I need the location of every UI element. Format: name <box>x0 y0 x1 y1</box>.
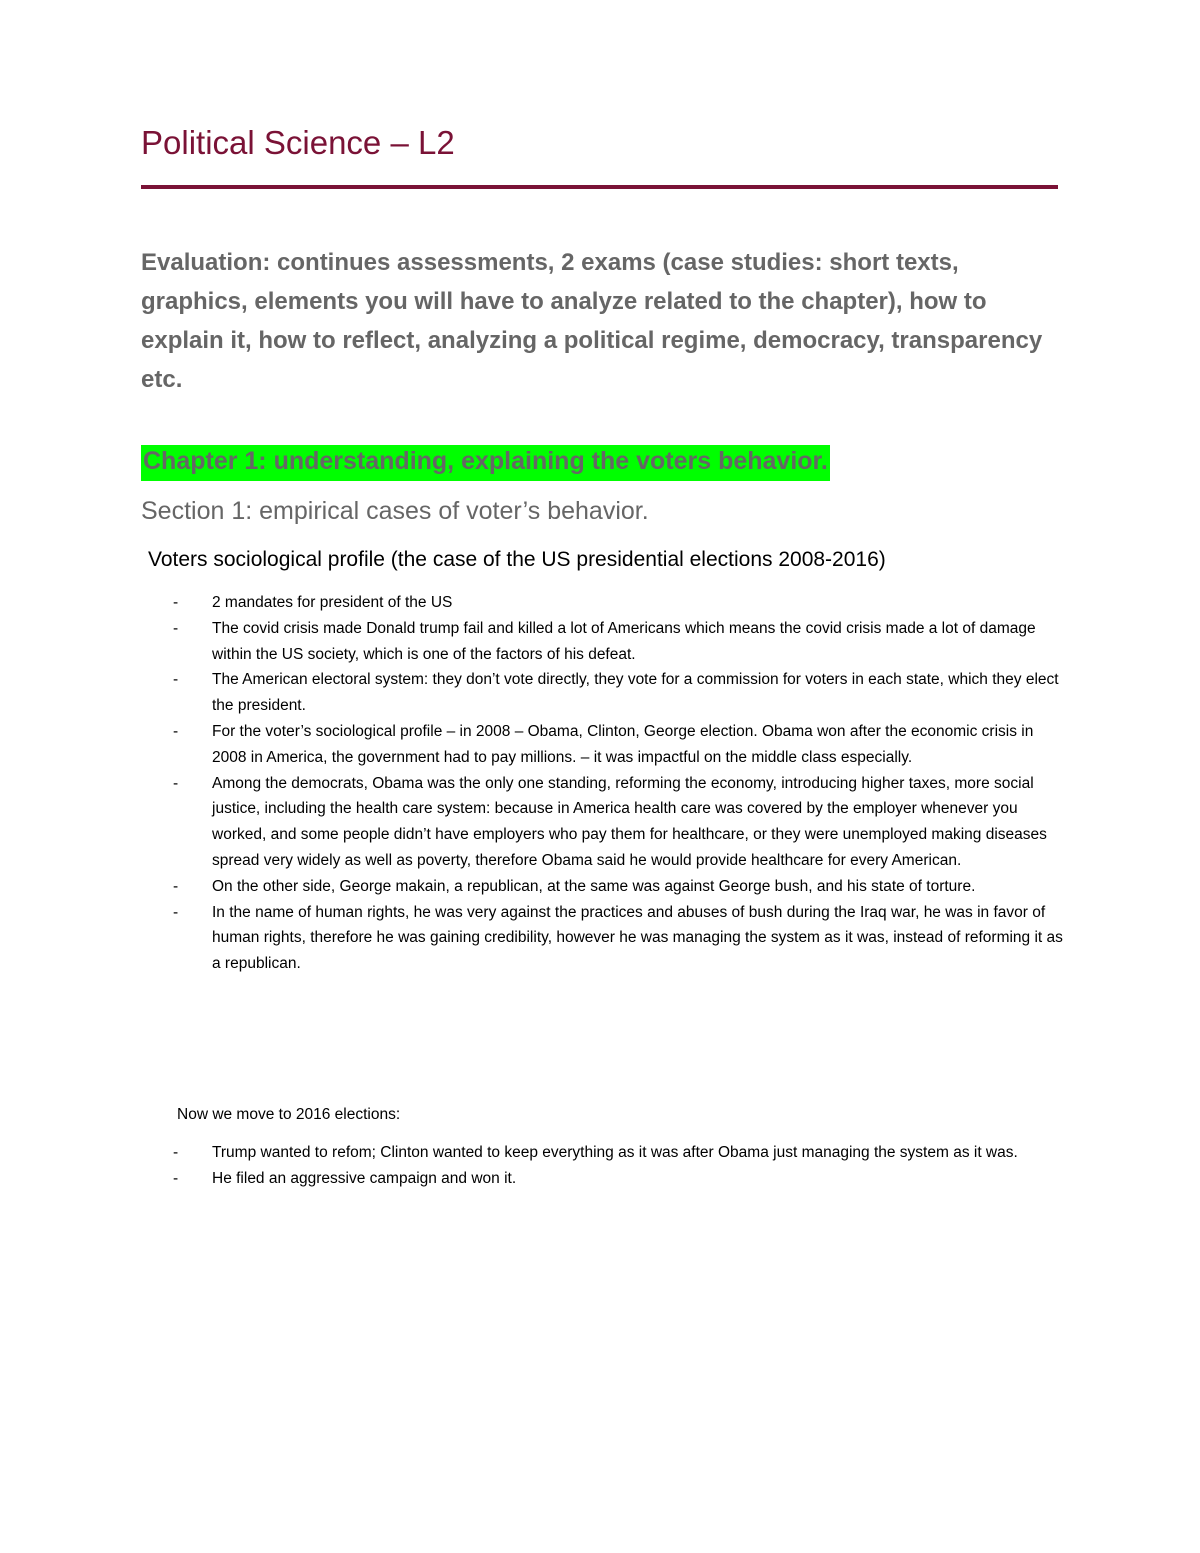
list-item <box>170 667 1070 719</box>
bullet-dash: - <box>173 1144 179 1161</box>
list-item-text: Trump wanted to refom; Clinton wanted to keep everything as it was after Obama just managing the system as it was. <box>212 1144 1018 1161</box>
list-item <box>170 719 1070 771</box>
bullet-dash: - <box>173 619 179 637</box>
list-item <box>170 1166 1070 1192</box>
bullet-dash: - <box>173 1169 179 1187</box>
list-item-text: He filed an aggressive campaign and won it. <box>212 1169 517 1187</box>
bullet-dash: - <box>173 594 179 611</box>
list-item-text: 2 mandates for president of the US <box>212 594 453 611</box>
list-item-text: Among the democrats, Obama was the only one standing, reforming the economy, introducing higher taxes, more social justice, including the health care system: because in America health care was covered by the employer whenever you worked, and some people didn’t have employers who pay them for healthcare, or they were unemployed making diseases spread very widely as well as poverty, therefore Obama said he would provide healthcare for every American. <box>212 774 1047 869</box>
bullet-dash: - <box>173 671 179 689</box>
list-item <box>170 1140 1070 1166</box>
bullet-dash: - <box>173 774 179 792</box>
bullet-dash: - <box>173 903 179 921</box>
chapter-heading-highlight: Chapter 1: understanding, explaining the voters behavior. <box>141 445 830 481</box>
profile-heading: Voters sociological profile (the case of the US presidential elections 2008-2016) <box>148 548 886 571</box>
bullet-dash: - <box>173 877 179 895</box>
list-item-text: On the other side, George makain, a republican, at the same was against George bush, and his state of torture. <box>212 877 976 895</box>
document-title: Political Science – L2 <box>141 124 455 161</box>
list-item <box>170 771 1070 874</box>
elections-2016-heading: Now we move to 2016 elections: <box>177 1106 401 1123</box>
list-item-text: For the voter’s sociological profile – in 2008 – Obama, Clinton, George election. Obama won after the economic crisis in 2008 in America, the government had to pay millions. – it was impactful on the middle class especially. <box>212 722 1034 766</box>
list-item <box>170 616 1070 668</box>
list-item-text: The American electoral system: they don’t vote directly, they vote for a commission for voters in each state, which they elect the president. <box>212 671 1059 715</box>
list-item-text: In the name of human rights, he was very against the practices and abuses of bush during the Iraq war, he was in favor of human rights, therefore he was gaining credibility, however he was managing the system as it was, instead of reforming it as a republican. <box>212 903 1063 973</box>
elections-2016-bullet-list <box>170 1140 1070 1192</box>
bullet-dash: - <box>173 722 179 740</box>
evaluation-paragraph: Evaluation: continues assessments, 2 exams (case studies: short texts, graphics, elements you will have to analyze related to the chapter), how to explain it, how to reflect, analyzing a political regime, democracy, transparency etc. <box>141 249 1043 393</box>
list-item <box>170 900 1070 977</box>
title-divider <box>141 185 1058 189</box>
profile-bullet-list <box>170 590 1070 977</box>
list-item-text: The covid crisis made Donald trump fail and killed a lot of Americans which means the covid crisis made a lot of damage within the US society, which is one of the factors of his defeat. <box>212 619 1036 663</box>
section-heading: Section 1: empirical cases of voter’s behavior. <box>141 497 649 525</box>
list-item <box>170 874 1070 900</box>
chapter-heading <box>141 441 830 481</box>
list-item <box>170 590 1070 616</box>
